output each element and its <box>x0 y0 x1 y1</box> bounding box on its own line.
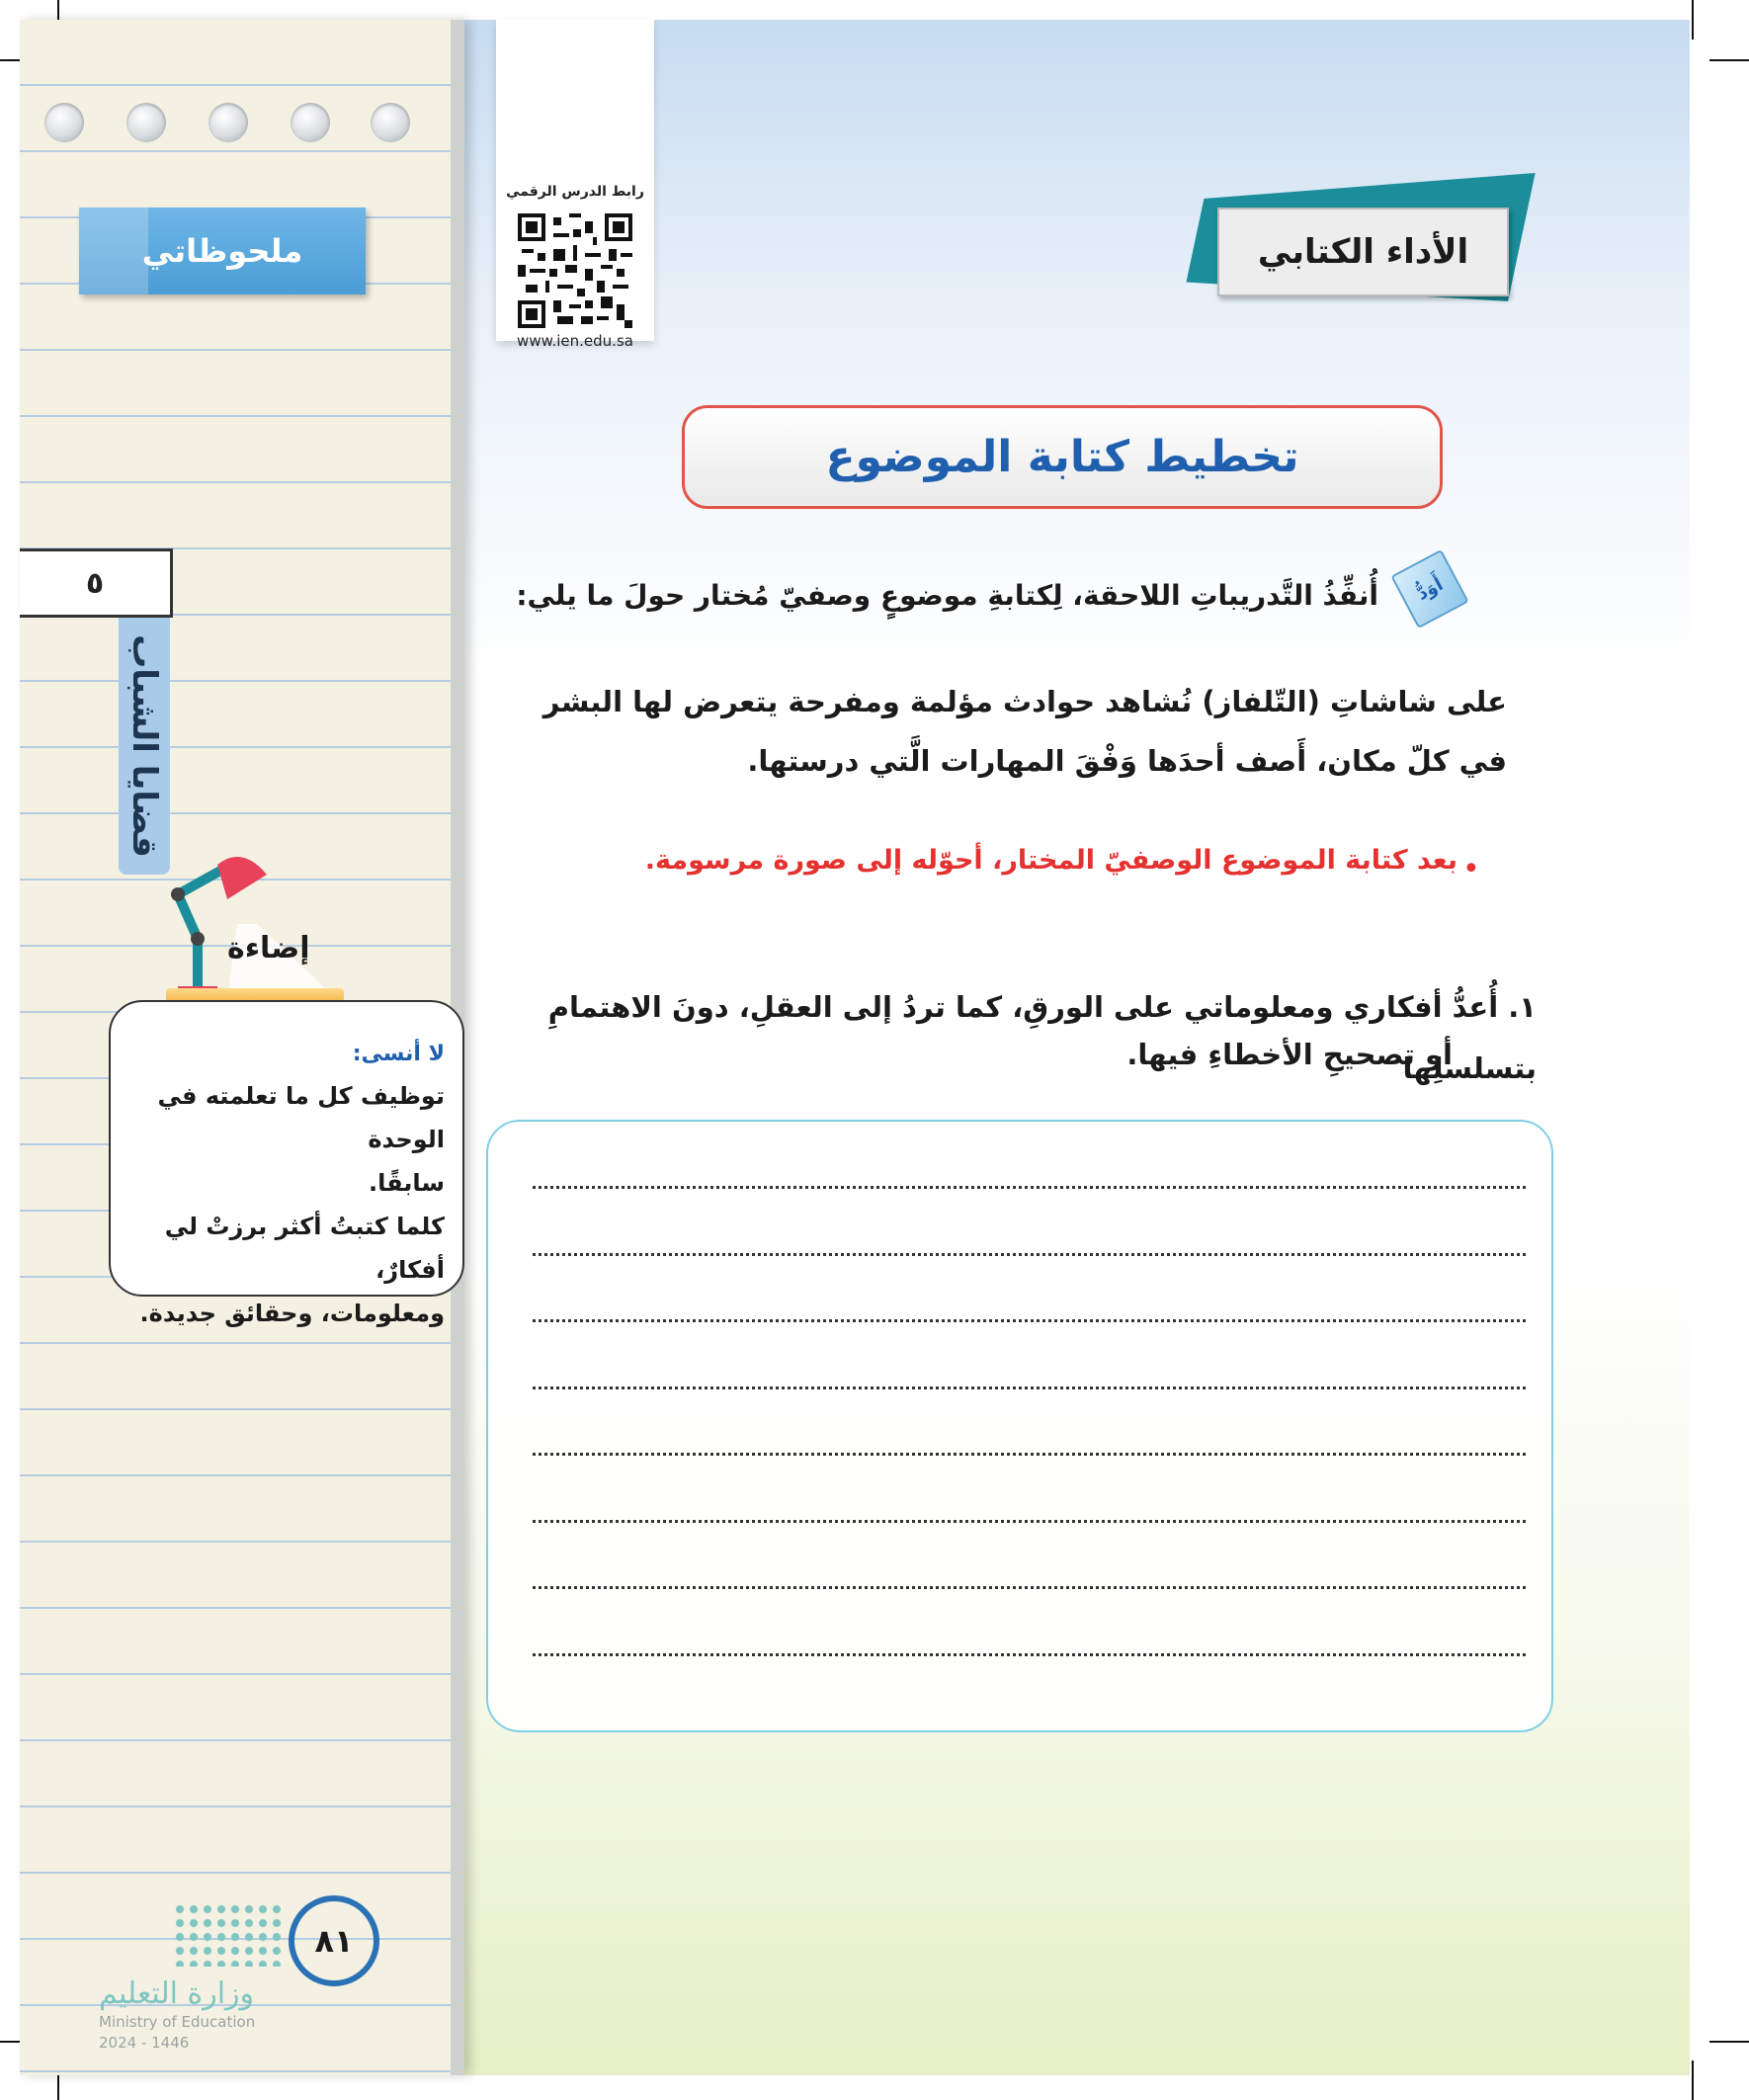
writing-line[interactable] <box>533 1520 1526 1523</box>
reminder-line: سابقًا. <box>368 1169 445 1197</box>
lamp-icon <box>168 850 356 998</box>
page-number-text: ٨١ <box>314 1922 354 1960</box>
writing-line[interactable] <box>533 1586 1526 1589</box>
activity-icon-label: أَوَدُّ <box>1413 573 1447 605</box>
section-banner <box>1217 208 1509 296</box>
binder-ring <box>291 103 330 142</box>
writing-area[interactable] <box>486 1120 1553 1732</box>
page-number <box>289 1895 379 1986</box>
qr-code-icon[interactable] <box>518 213 632 328</box>
binder-ring <box>208 103 248 142</box>
notes-title <box>79 208 366 294</box>
activity-bullet: بعد كتابة الموضوع الوصفيّ المختار، أحوّله إلى صورة مرسومة. <box>644 845 1458 876</box>
binder-ring <box>44 103 84 142</box>
crop-mark <box>1692 2060 1694 2100</box>
section-banner-text: الأداء الكتابي <box>1257 232 1469 272</box>
binder-ring <box>126 103 166 142</box>
reminder-title: لا أنسى: <box>352 1042 445 1066</box>
crop-mark <box>1709 59 1749 61</box>
binder-ring <box>371 103 410 142</box>
crop-mark <box>1709 2041 1749 2043</box>
lesson-title <box>682 405 1443 509</box>
edition-year: 2024 - 1446 <box>99 2034 190 2052</box>
lesson-title-text: تخطيط كتابة الموضوع <box>825 432 1299 482</box>
lamp-label: إضاءة <box>227 931 310 966</box>
writing-line[interactable] <box>533 1653 1526 1656</box>
notes-title-text: ملحوظاتي <box>141 232 303 270</box>
unit-title-text: قضايا الشباب <box>125 634 165 858</box>
qr-card[interactable] <box>496 20 654 350</box>
ministry-name-en: Ministry of Education <box>99 2013 256 2031</box>
writing-line[interactable] <box>533 1386 1526 1389</box>
writing-line[interactable] <box>533 1253 1526 1256</box>
ministry-logo-icon <box>173 1902 287 1967</box>
unit-number-text: ٥ <box>85 565 105 601</box>
writing-line[interactable] <box>533 1319 1526 1322</box>
reminder-box <box>109 1000 464 1327</box>
crop-mark <box>1692 0 1694 40</box>
step-1-continued: أو تصحيحِ الأخطاءِ فيها. <box>1126 1038 1453 1071</box>
unit-number <box>20 548 173 618</box>
activity-instruction: أُنفِّذُ التَّدريباتِ اللاحقة، لِكتابةِ موضوعٍ وصفيّ مُختار حولَ ما يلي: <box>516 579 1378 612</box>
ministry-name-ar: وزارة التعليم <box>99 1976 255 2011</box>
qr-url[interactable]: www.ien.edu.sa <box>517 332 633 350</box>
qr-label: رابط الدرس الرقمي <box>506 184 644 200</box>
writing-line[interactable] <box>533 1186 1526 1189</box>
reminder-line: توظيف كل ما تعلمته في الوحدة <box>157 1082 445 1153</box>
activity-paragraph: على شاشاتِ (التّلفاز) نُشاهد حوادث مؤلمة ومفرحة يتعرض لها البشر في كلّ مكان، أَصف أحدَها وَفْقَ المهارات الَّتي درستها. <box>542 685 1507 778</box>
reminder-line: كلما كتبتُ أكثر برزتْ لي أفكارٌ، <box>164 1213 445 1284</box>
unit-title <box>119 618 170 875</box>
step-1: ١. أُعدُّ أفكاري ومعلوماتي على الورقِ، كما تردُ إلى العقلِ، دونَ الاهتمامِ بتسلسلِها <box>547 990 1537 1085</box>
reminder-line: ومعلومات، وحقائق جديدة. <box>139 1300 445 1327</box>
writing-line[interactable] <box>533 1453 1526 1456</box>
bullet-icon: • <box>1462 852 1480 886</box>
